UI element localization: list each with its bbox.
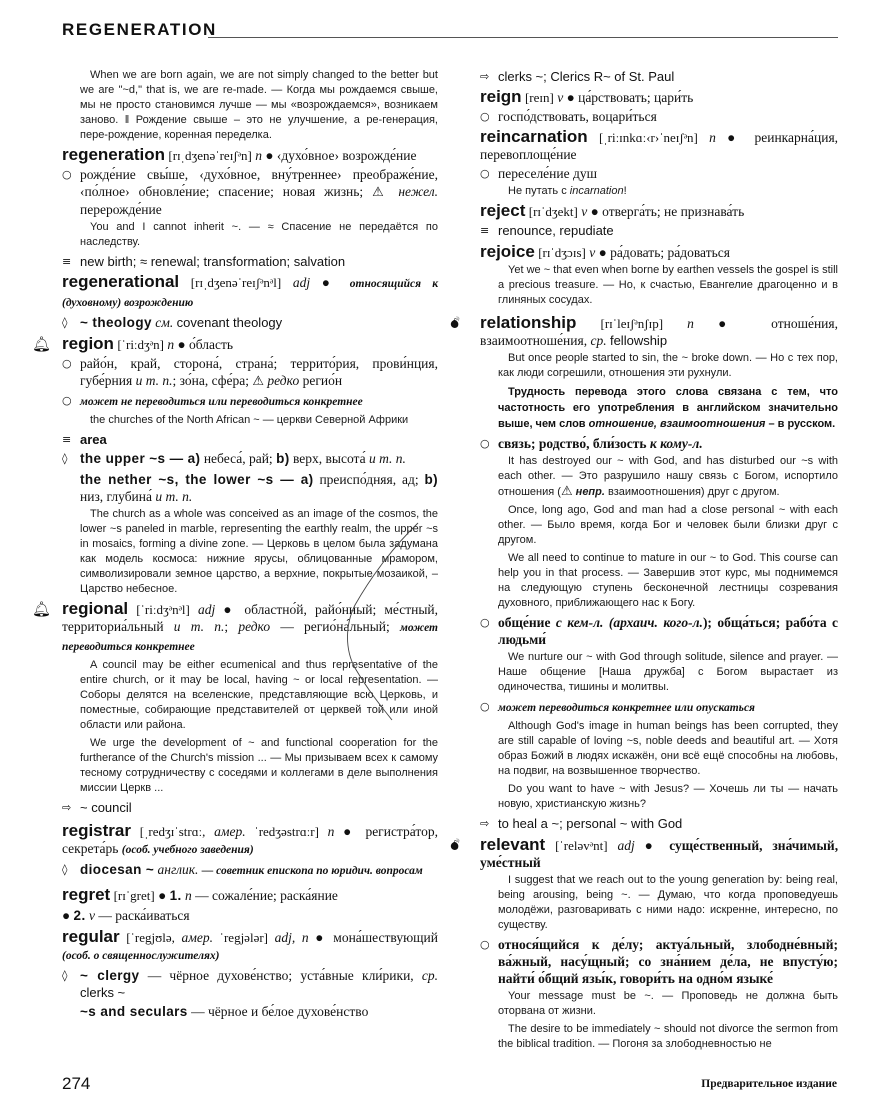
region-label: амер. <box>181 930 214 945</box>
usage-label: редко <box>267 373 300 388</box>
sense-text: госпо́дствовать, воцари́ться <box>498 109 657 124</box>
phrase-translation: преиспо́дняя, ад; <box>319 472 419 487</box>
part-of-speech: n <box>167 337 175 352</box>
part-of-speech: n <box>327 824 335 839</box>
translation-note <box>480 384 838 432</box>
headword: reign <box>480 87 522 106</box>
right-column <box>450 68 839 1055</box>
phrase-label: b) <box>424 472 438 487</box>
bullet-icon: ● <box>315 930 327 945</box>
warning-icon: ⚠ <box>560 484 573 499</box>
entry-regeneration <box>62 146 438 270</box>
edition-label: Предварительное издание <box>701 1078 837 1090</box>
running-head-title: REGENERATION <box>62 20 217 39</box>
example: A council may be either ecumenical and thus representative of the entire church, or it may be local, having ~ or local representation. — Соборы делятся на вселенские, представляющие всю Церковь, и поместные, собирающие представителей от церквей той или иной области или района. <box>80 659 438 731</box>
translation: — раска́иваться <box>98 908 190 923</box>
sense-circle-icon: ○ <box>480 938 490 951</box>
example: But once people started to sin, the ~ broke down. — Но с тех пор, как люди согрешили, отношения эти рухнули. <box>498 352 838 379</box>
entry-reincarnation <box>480 128 838 199</box>
sense-text: ); обща́ться; рабо́та с людьми́ <box>498 615 838 647</box>
sense-circle-icon: ○ <box>62 357 72 370</box>
note-text: ! <box>623 185 627 197</box>
part-of-speech: n <box>709 130 716 145</box>
sense-text: переселе́ние душ <box>498 166 598 181</box>
translation: ‹духо́вное› возрожде́ние <box>276 148 417 163</box>
entry-region <box>32 334 438 597</box>
see-also: ~ council <box>80 800 132 815</box>
see-arrow-icon: ⇨ <box>480 817 490 830</box>
sense-text: райо́н, край, сторона́, страна́; террито́рия, прови́нция, губе́рния <box>80 356 438 388</box>
transcription: [ˌriːɪnkɑː‹r›ˈneɪʃᵊn] <box>598 130 698 145</box>
transcription: [rɪˈleɪʃᵊnʃɪp] <box>600 316 664 331</box>
sense-circle-icon: ○ <box>62 394 72 407</box>
note-words: отношение, взаимоотношения <box>588 418 766 430</box>
transcription: [reɪn] <box>524 90 554 105</box>
phrase-translation: верх, высота́ <box>292 451 366 466</box>
usage-note: может переводиться конкретнее <box>62 622 439 653</box>
headword: regional <box>62 599 129 618</box>
etc-label: и т. п. <box>155 489 193 504</box>
part-of-speech: v <box>589 245 596 260</box>
example-intro: When we are born again, we are not simply changed to the better but we are "~d," that is, we are re-made. — Когда мы рождаемся свыше, мы не просто становимся лучше — мы «возрождаемся», возникаем заново. ‖ Рождение свыше – это не улучшение, а ре-генерация, пере-рождение, коренная переделка. <box>80 69 438 141</box>
headword: regret <box>62 885 111 904</box>
entry-regional: 🔔︎ regional [ˈriːdʒᵊnᵊl] adj ● областно́й, райо́нный; ме́стный, территориа́льный и т. п.; редко — регио́на́льный; может переводиться конкретнее A council may be either ecumenical and thus representative of the entire church, or it may be local, having ~ or local representation. — Соборы делятся на вселенские, представляющие всю Церковь, и поместные, собирающие представителей от церквей той или иной области или района. We urge the development of ~ and functional cooperation for the furtherance of the Church's mission ... — Мы призываем всех к самому тесному сотрудничеству с соседями и коллегами в деле выполнения миссии Церкв ... ⇨ ~ council <box>32 599 439 815</box>
usage-label: редко <box>238 619 271 634</box>
example: I suggest that we reach out to the young generation by: being real, being arousing, being ~. — Думаю, что когда проповедуешь молодёжи, разговаривать с ними надо: искренне, интересно, по существу. <box>498 874 838 931</box>
cross-ref: fellowship <box>609 333 668 348</box>
example <box>480 454 838 500</box>
usage-label: непр. <box>575 486 605 498</box>
sense-circle-icon: ○ <box>480 700 490 713</box>
bullet-icon: ● <box>62 908 71 923</box>
headword: regenerational <box>62 272 180 291</box>
translation: отноше́ния, взаимоотноше́ния, <box>480 316 838 348</box>
bullet-icon: ● <box>718 316 747 331</box>
note-text: – в русском. <box>768 418 836 430</box>
transcription: [ˌredʒɪˈstrɑː, <box>139 824 206 839</box>
headword: reincarnation <box>480 127 588 146</box>
bullet-icon: ● <box>177 337 186 352</box>
translation: реинкарна́ция, перевоплоще́ние <box>480 130 839 162</box>
see-also: to heal a ~; personal ~ with God <box>498 816 683 831</box>
part-of-speech: adj <box>617 838 635 853</box>
bullet-icon: ● <box>598 245 607 260</box>
part-of-speech: n <box>687 316 694 331</box>
sense-text: перерожде́ние <box>80 202 162 217</box>
sense-number: 1. <box>169 888 182 903</box>
entry-rejoice <box>480 243 838 308</box>
cross-ref: clerks ~ <box>80 985 126 1000</box>
entry-regret <box>62 886 438 924</box>
sense-text: относя́щийся к де́лу; актуа́льный, злободне́вный; ва́жный, насу́щный; со зна́нием де́ла, не впусту́ю; найти́ о́бщий язы́к, говори́ть на одно́м языке́ <box>498 937 838 986</box>
usage-label: нежел. <box>398 184 439 199</box>
transcription: [rɪˌdʒenəˈreɪʃᵊnᵊl] <box>190 275 282 290</box>
cf-label: ср. <box>590 333 607 348</box>
see-arrow-icon: ⇨ <box>62 801 72 814</box>
example: The church as a whole was conceived as an image of the cosmos, the lower ~s paneled in marble, representing the earthly realm, the upper ~s in mosaics, forming a divine zone. — Церковь в целом была задумана как модель космоса: нижние ярусы, облицованные мрамором, символизировали земное царство, а верхние, покрытые мозаикой, – Царство небесное. <box>80 508 438 595</box>
synonyms: new birth; ≈ renewal; transformation; salvation <box>80 254 346 269</box>
phrase-label: b) <box>276 451 290 466</box>
cross-ref-label: см. <box>155 315 174 330</box>
usage-label: с кем-л. <box>555 615 604 630</box>
part-of-speech: v <box>557 90 564 105</box>
running-header <box>62 20 838 44</box>
transcription: [ˈregjʊlə, <box>126 930 175 945</box>
example: You and I cannot inherit ~. — ≈ Спасение не передаётся по наследству. <box>80 221 438 248</box>
etc-label: и т. п. <box>135 373 173 388</box>
phrase: the nether ~s, the lower ~s — a) <box>80 472 314 487</box>
entry-relationship <box>450 313 838 832</box>
headword: regeneration <box>62 145 165 164</box>
headword: registrar <box>62 821 131 840</box>
phrase-translation: небеса́, рай; <box>203 451 273 466</box>
example: Yet we ~ that even when borne by earthen vessels the gospel is still a precious treasure. — Но, к счастью, Евангелие драгоценно и в глиняных сосудах. <box>498 264 838 306</box>
note-text: Не путать с <box>508 185 567 197</box>
usage-note: (особ. о священнослужителях) <box>62 950 220 962</box>
transcription: [ˈriːdʒᵊn] <box>117 337 164 352</box>
sense-circle-icon: ○ <box>480 167 490 180</box>
see-also: clerks ~; Clerics R~ of St. Paul <box>498 69 675 84</box>
translation: о́бласть <box>189 337 234 352</box>
part-of-speech: adj <box>292 275 311 290</box>
phrase: ~s and seculars <box>80 1004 188 1019</box>
transcription: [rɪˈgret] <box>113 888 155 903</box>
synonyms: renounce, repudiate <box>498 223 614 238</box>
transcription: [rɪˈdʒɔɪs] <box>538 245 586 260</box>
sense-circle-icon: ○ <box>480 437 490 450</box>
entry-relevant <box>450 835 839 1052</box>
example: Once, long ago, God and man had a close personal ~ with each other. — Было время, когда Бог и человек были близки друг с другом. <box>498 504 838 546</box>
translation: суще́ственный, зна́чимый, уме́стный <box>480 838 839 870</box>
bell-icon: 🔔︎ <box>32 335 52 353</box>
sense-circle-icon: ○ <box>62 168 72 181</box>
etc-label: и т. п. <box>173 619 225 634</box>
headword: relevant <box>480 835 546 854</box>
translation: ра́довать; ра́доваться <box>610 245 730 260</box>
entry-registrar <box>62 822 438 880</box>
phrase-translation: — чёрное духове́нство; уста́вные кли́рики, <box>147 968 414 983</box>
headword: rejoice <box>480 242 535 261</box>
translation: регистра́тор, секрета́рь <box>62 824 438 856</box>
entry-reject <box>480 202 838 239</box>
cross-ref: covenant theology <box>176 315 283 330</box>
see-arrow-icon: ⇨ <box>480 70 490 83</box>
note-text: Трудность перевода этого слова связана с тем, что частотность его употребления в английском значительно выше, чем слов <box>498 386 838 430</box>
phrase: ~ theology <box>80 315 152 330</box>
part-of-speech: v <box>88 908 95 923</box>
usage-label: к кому-л. <box>649 436 703 451</box>
phrase-diamond-icon: ◊ <box>62 969 68 982</box>
header-rule <box>208 37 838 38</box>
bullet-icon: ● <box>265 148 274 163</box>
synonym-icon: ≡ <box>62 433 72 446</box>
etc-label: и т. п. <box>368 451 406 466</box>
phrase: diocesan ~ <box>80 862 155 877</box>
sense-circle-icon: ○ <box>480 110 490 123</box>
phrase: the upper ~s — a) <box>80 451 201 466</box>
sense-circle-icon: ○ <box>480 616 490 629</box>
example: We urge the development of ~ and functional cooperation for the furtherance of the Church's mission ... — Мы призываем всех к самому тесному сотрудничеству с соседями и коллегами в деле выполнения миссии Церкв ... <box>80 737 438 794</box>
example-text: It has destroyed our ~ with God, and has disturbed our ~s with each other. — Это разрушило нашу связь с Богом, испортило отношения ( <box>498 455 838 498</box>
example: We all need to continue to mature in our ~ to God. This course can help you in that process. — Завершив этот курс, мы поднимемся на следующую ступень бесконечной лестницы созревания духовного, приближающего нас к Богу. <box>498 552 838 609</box>
transcription: [rɪˌdʒenəˈreɪʃᵊn] <box>168 148 252 163</box>
headword: regular <box>62 927 120 946</box>
part-of-speech: v <box>581 204 588 219</box>
entry-reign <box>480 88 838 125</box>
phrase-diamond-icon: ◊ <box>62 452 68 465</box>
example: the churches of the North African ~ — церкви Северной Африки <box>90 414 409 426</box>
bomb-icon: 💣︎ <box>450 314 460 332</box>
usage-label: кого-л. <box>663 615 703 630</box>
part-of-speech: adj, n <box>274 930 309 945</box>
usage-note: (особ. учебного заведения) <box>121 844 254 856</box>
sense-text: связь; родство́, бли́зость <box>498 436 647 451</box>
phrase-diamond-icon: ◊ <box>62 316 68 329</box>
sense-number: 2. <box>73 908 86 923</box>
headword: region <box>62 334 114 353</box>
phrase-diamond-icon: ◊ <box>62 863 68 876</box>
bullet-icon: ● <box>727 130 744 145</box>
bomb-icon: 💣︎ <box>450 836 460 854</box>
bullet-icon: ● <box>321 275 339 290</box>
example: Do you want to have ~ with Jesus? — Хочешь ли ты — начать новую, христианскую жизнь? <box>498 783 838 810</box>
transcription: [ˈreləvᵊnt] <box>555 838 608 853</box>
headword: relationship <box>480 313 577 332</box>
transcription: [rɪˈdʒekt] <box>528 204 578 219</box>
example-text: взаимоотношения) друг с другом. <box>608 486 780 498</box>
usage-note: может не переводиться или переводиться конкретнее <box>80 396 363 408</box>
headword: reject <box>480 201 526 220</box>
usage-note: может переводиться конкретнее или опускаться <box>498 702 755 714</box>
cf-label: ср. <box>421 968 439 983</box>
note-word: incarnation <box>569 185 624 197</box>
example: We nurture our ~ with God through solitude, silence and prayer. — Наше общение [Наша дружба] с Богом вырастает из одиночества, тишины и молитвы. <box>498 651 838 693</box>
sense-text: обще́ние <box>498 615 551 630</box>
synonym-icon: ≡ <box>62 255 72 268</box>
translation: относящийся к (духовному) возрождению <box>62 278 439 309</box>
part-of-speech: adj <box>197 602 216 617</box>
warning-icon: ⚠ <box>372 185 390 200</box>
page-number: 274 <box>62 1074 91 1093</box>
bullet-icon: ● <box>566 90 575 105</box>
translation: — регио́на́льный; <box>280 619 390 634</box>
synonym-icon: ≡ <box>480 224 490 237</box>
usage-label: англик. <box>157 862 199 877</box>
warning-icon: ⚠ <box>252 374 265 389</box>
phrase-translation: — советник епископа по юридич. вопросам <box>201 865 423 877</box>
phrase: ~ clergy <box>80 968 140 983</box>
translation: областно́й, райо́нный; ме́стный, территориа́льный <box>62 602 438 634</box>
bell-icon: 🔔︎ <box>32 600 52 618</box>
translation: ца́рствовать; цари́ть <box>578 90 694 105</box>
sense-text: ; зо́на, сфе́ра; <box>172 373 249 388</box>
translation: мона́шествующий <box>333 930 438 945</box>
sense-text: регио́н <box>302 373 343 388</box>
example: The desire to be immediately ~ should not divorce the sermon from the biblical tradition. — Погоня за злободневностью не <box>498 1023 838 1050</box>
transcription-amer: ˈregjələr] <box>219 930 268 945</box>
synonyms: area <box>80 432 107 447</box>
usage-warning <box>480 184 838 199</box>
entry-regenerational <box>62 273 438 331</box>
bullet-icon: ● <box>590 204 599 219</box>
usage-label: (архаич. <box>608 615 658 630</box>
part-of-speech: n <box>185 888 192 903</box>
bullet-icon: ● <box>223 602 237 617</box>
left-column <box>32 68 439 1022</box>
bullet-icon: ● <box>644 838 660 853</box>
part-of-speech: n <box>255 148 262 163</box>
region-label: амер. <box>214 824 246 839</box>
bullet-icon: ● <box>158 888 167 903</box>
translation: отверга́ть; не признава́ть <box>602 204 745 219</box>
phrase-translation: — чёрное и бе́лое духове́нство <box>191 1004 369 1019</box>
transcription-amer: ˈredʒəstrɑːr] <box>254 824 319 839</box>
example: Although God's image in human beings has been corrupted, they are still capable of loving ~s, noble deeds and beautiful art. — Хотя образ Божий в людях искажён, они всё ещё способны на любовь, на подвиг, на возвышенное творчество. <box>498 720 838 777</box>
bullet-icon: ● <box>343 824 357 839</box>
translation: — сожале́ние; раска́яние <box>195 888 338 903</box>
sense-text: рожде́ние свы́ше, ‹духо́вное, вну́треннее› преображе́ние, ‹по́лное› обновле́ние; спасение; новая жизнь; <box>80 167 438 199</box>
transcription: [ˈriːdʒᵊnᵊl] <box>136 602 190 617</box>
entry-regular <box>62 928 438 1020</box>
example: Your message must be ~. — Проповедь не должна быть оторвана от жизни. <box>498 990 838 1017</box>
phrase-translation: низ, глубина́ <box>80 489 153 504</box>
